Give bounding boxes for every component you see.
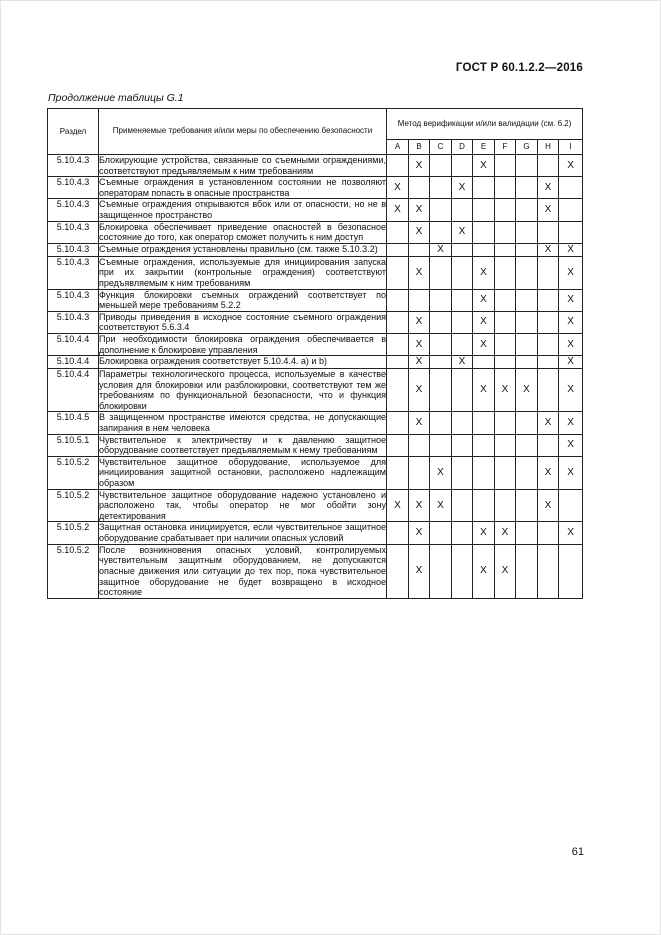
method-mark-cell [516, 489, 538, 522]
section-number: 5.10.4.3 [48, 177, 99, 199]
method-mark-cell: X [559, 522, 583, 544]
method-mark-cell [452, 333, 473, 355]
method-mark-cell [452, 256, 473, 289]
method-mark-cell [452, 434, 473, 456]
requirement-text: Съемные ограждения установлены правильно (см. также 5.10.3.2) [99, 243, 387, 256]
requirement-text: При необходимости блокировка ограждения обеспечивается в дополнение к блокировке управления [99, 333, 386, 355]
method-mark-cell [452, 155, 473, 177]
table-row [48, 199, 583, 221]
method-mark-cell [495, 155, 516, 177]
method-mark-cell: X [538, 489, 559, 522]
table-row [48, 243, 583, 256]
method-mark-cell [538, 544, 559, 598]
requirement-text: Съемные ограждения открываются вбок или от опасности, но не в защищенное пространство [99, 199, 386, 221]
method-mark-cell [516, 522, 538, 544]
requirement-text: Съемные ограждения, используемые для инициирования запуска при их закрытии (контрольные ограждения) соответствуют предъявляемым к ним требованиям [99, 256, 386, 288]
section-number: 5.10.5.2 [48, 489, 99, 522]
method-mark-cell [452, 311, 473, 333]
method-mark-cell [430, 155, 452, 177]
column-header-requirements: Применяемые требования и/или меры по обеспечению безопасности [99, 109, 387, 155]
method-mark-cell: X [473, 155, 495, 177]
method-mark-cell [495, 456, 516, 489]
method-mark-cell: X [559, 412, 583, 434]
standard-designation: ГОСТ Р 60.1.2.2—2016 [455, 62, 583, 74]
method-mark-cell [516, 177, 538, 199]
method-mark-cell: X [409, 333, 430, 355]
method-mark-cell: X [409, 199, 430, 221]
method-mark-cell [387, 256, 409, 289]
method-mark-cell: X [473, 256, 495, 289]
method-mark-cell [409, 177, 430, 199]
method-mark-cell [387, 243, 409, 256]
requirement-text: Чувствительное защитное оборудование надежно установлено и расположено так, чтобы оператор не мог обойти зону детектирования [99, 489, 386, 521]
method-mark-cell: X [473, 333, 495, 355]
page-number: 61 [571, 846, 584, 858]
method-mark-cell: X [430, 243, 452, 256]
method-mark-cell [516, 289, 538, 311]
requirement-text: После возникновения опасных условий, контролируемых чувствительным защитным оборудованием, не допускаются опасные движения или ситуации до тех пор, пока чувствительное защитное оборудование не будет возвращено в исходное состояние [99, 544, 386, 598]
method-column-header: F [495, 140, 516, 155]
method-mark-cell [538, 356, 559, 369]
method-mark-cell [538, 368, 559, 411]
method-mark-cell [516, 333, 538, 355]
method-mark-cell [495, 256, 516, 289]
table-row [48, 544, 583, 598]
method-mark-cell: X [559, 356, 583, 369]
method-mark-cell [452, 456, 473, 489]
requirement-text: Блокировка ограждения соответствует 5.10.4.4. а) и b) [99, 356, 387, 369]
method-mark-cell [495, 199, 516, 221]
section-number: 5.10.4.3 [48, 221, 99, 243]
method-column-header: C [430, 140, 452, 155]
method-mark-cell: X [538, 199, 559, 221]
method-mark-cell [516, 155, 538, 177]
method-mark-cell [387, 522, 409, 544]
table-row [48, 333, 583, 355]
method-column-header: H [538, 140, 559, 155]
method-mark-cell [559, 177, 583, 199]
method-mark-cell [538, 311, 559, 333]
method-mark-cell: X [559, 456, 583, 489]
method-mark-cell [516, 434, 538, 456]
method-mark-cell [516, 199, 538, 221]
section-number: 5.10.5.1 [48, 434, 99, 456]
method-mark-cell: X [473, 544, 495, 598]
method-mark-cell [387, 333, 409, 355]
table-row [48, 256, 583, 289]
method-mark-cell [516, 311, 538, 333]
method-mark-cell: X [495, 544, 516, 598]
requirement-text: Функция блокировки съемных ограждений соответствует по меньшей мере требованиям 5.2.2 [99, 289, 386, 311]
method-mark-cell [430, 522, 452, 544]
method-mark-cell [516, 544, 538, 598]
method-mark-cell [559, 489, 583, 522]
method-mark-cell [387, 456, 409, 489]
method-mark-cell [538, 256, 559, 289]
method-mark-cell [538, 522, 559, 544]
method-mark-cell [409, 434, 430, 456]
table-row [48, 412, 583, 434]
method-mark-cell [430, 333, 452, 355]
method-mark-cell [387, 412, 409, 434]
method-mark-cell [516, 356, 538, 369]
method-mark-cell [387, 155, 409, 177]
method-mark-cell [473, 199, 495, 221]
method-mark-cell [473, 356, 495, 369]
method-mark-cell: X [559, 155, 583, 177]
requirement-text: Параметры технологического процесса, используемые в качестве условия для блокировки или разблокировки, соответствуют тем же требованиям по функциональной безопасности, что и функция блокировки [99, 368, 386, 411]
method-mark-cell [516, 243, 538, 256]
method-mark-cell [473, 243, 495, 256]
method-column-header: A [387, 140, 409, 155]
method-mark-cell: X [559, 333, 583, 355]
method-mark-cell [387, 289, 409, 311]
column-header-section: Раздел [48, 109, 99, 155]
method-mark-cell [430, 544, 452, 598]
method-mark-cell: X [516, 368, 538, 411]
method-mark-cell [430, 356, 452, 369]
method-mark-cell [538, 155, 559, 177]
verification-table [47, 108, 583, 599]
method-mark-cell [430, 221, 452, 243]
requirement-text: Приводы приведения в исходное состояние съемного ограждения соответствуют 5.6.3.4 [99, 311, 386, 333]
method-mark-cell [559, 199, 583, 221]
method-mark-cell [495, 356, 516, 369]
method-mark-cell: X [409, 155, 430, 177]
method-mark-cell: X [559, 368, 583, 411]
method-mark-cell [495, 243, 516, 256]
method-mark-cell: X [409, 489, 430, 522]
method-mark-cell [538, 221, 559, 243]
method-mark-cell [452, 368, 473, 411]
method-mark-cell: X [387, 489, 409, 522]
column-header-method: Метод верификации и/или валидации (см. 6.2) [387, 109, 583, 140]
table-row [48, 522, 583, 544]
method-mark-cell [387, 368, 409, 411]
method-mark-cell [387, 221, 409, 243]
method-mark-cell [387, 544, 409, 598]
method-mark-cell [430, 199, 452, 221]
method-mark-cell [516, 221, 538, 243]
method-mark-cell [495, 412, 516, 434]
method-mark-cell: X [409, 544, 430, 598]
method-mark-cell: X [409, 356, 430, 369]
method-mark-cell [473, 489, 495, 522]
method-mark-cell: X [559, 311, 583, 333]
requirement-text: Съемные ограждения в установленном состоянии не позволяют операторам попасть в опасные пространства [99, 177, 386, 198]
section-number: 5.10.4.4 [48, 356, 99, 369]
method-mark-cell: X [538, 177, 559, 199]
method-mark-cell [495, 489, 516, 522]
method-mark-cell [430, 289, 452, 311]
method-mark-cell [452, 199, 473, 221]
method-mark-cell [559, 544, 583, 598]
method-mark-cell: X [559, 289, 583, 311]
method-mark-cell: X [538, 243, 559, 256]
method-mark-cell: X [559, 434, 583, 456]
table-caption: Продолжение таблицы G.1 [48, 92, 184, 104]
table-row [48, 311, 583, 333]
method-mark-cell [495, 289, 516, 311]
method-mark-cell [452, 489, 473, 522]
method-mark-cell: X [452, 221, 473, 243]
method-mark-cell [452, 522, 473, 544]
table-row [48, 368, 583, 411]
table-row [48, 177, 583, 199]
method-mark-cell [495, 434, 516, 456]
table-row [48, 221, 583, 243]
method-mark-cell: X [495, 522, 516, 544]
method-mark-cell: X [409, 368, 430, 411]
requirement-text: Защитная остановка инициируется, если чувствительное защитное оборудование срабатывает при наличии опасных условий [99, 522, 386, 544]
method-mark-cell [430, 412, 452, 434]
method-mark-cell [387, 356, 409, 369]
method-mark-cell [473, 456, 495, 489]
section-number: 5.10.5.2 [48, 522, 99, 544]
requirement-text: Чувствительное к электричеству и к давлению защитное оборудование соответствует предъявляемым к нему требованиям [99, 434, 386, 456]
requirement-text: В защищенном пространстве имеются средства, не допускающие запирания в нем человека [99, 412, 386, 433]
section-number: 5.10.4.3 [48, 289, 99, 311]
method-mark-cell [409, 456, 430, 489]
method-mark-cell: X [387, 199, 409, 221]
method-mark-cell [559, 221, 583, 243]
section-number: 5.10.4.3 [48, 243, 99, 256]
method-mark-cell [495, 177, 516, 199]
section-number: 5.10.5.2 [48, 456, 99, 489]
method-mark-cell [430, 368, 452, 411]
method-mark-cell [452, 544, 473, 598]
method-mark-cell [516, 412, 538, 434]
method-mark-cell: X [473, 522, 495, 544]
requirement-text: Блокирующие устройства, связанные со съемными ограждениями, соответствуют предъявляемым к ним требованиям [99, 155, 386, 176]
method-column-header: G [516, 140, 538, 155]
method-column-header: B [409, 140, 430, 155]
table-row [48, 434, 583, 456]
method-mark-cell [538, 333, 559, 355]
method-mark-cell [430, 311, 452, 333]
table-row [48, 489, 583, 522]
method-mark-cell [387, 434, 409, 456]
method-mark-cell: X [452, 177, 473, 199]
method-column-header: D [452, 140, 473, 155]
method-mark-cell: X [559, 243, 583, 256]
method-mark-cell [452, 289, 473, 311]
method-mark-cell [473, 412, 495, 434]
table-row [48, 356, 583, 369]
method-mark-cell: X [430, 456, 452, 489]
method-mark-cell [452, 412, 473, 434]
method-mark-cell [473, 434, 495, 456]
method-mark-cell: X [409, 522, 430, 544]
method-mark-cell: X [430, 489, 452, 522]
method-mark-cell [473, 177, 495, 199]
method-mark-cell: X [409, 256, 430, 289]
method-mark-cell [409, 289, 430, 311]
section-number: 5.10.5.2 [48, 544, 99, 598]
section-number: 5.10.4.3 [48, 311, 99, 333]
method-mark-cell [473, 221, 495, 243]
section-number: 5.10.4.3 [48, 256, 99, 289]
method-mark-cell: X [538, 412, 559, 434]
method-mark-cell [430, 434, 452, 456]
table-row [48, 289, 583, 311]
method-mark-cell: X [387, 177, 409, 199]
method-column-header: E [473, 140, 495, 155]
method-mark-cell: X [495, 368, 516, 411]
method-mark-cell [430, 177, 452, 199]
method-mark-cell [538, 289, 559, 311]
requirement-text: Чувствительное защитное оборудование, используемое для инициирования защитной остановки, расположено надлежащим образом [99, 456, 386, 489]
method-column-header: I [559, 140, 583, 155]
section-number: 5.10.4.5 [48, 412, 99, 434]
method-mark-cell [409, 243, 430, 256]
method-mark-cell: X [452, 356, 473, 369]
method-mark-cell [538, 434, 559, 456]
method-mark-cell [452, 243, 473, 256]
method-mark-cell: X [409, 221, 430, 243]
section-number: 5.10.4.4 [48, 333, 99, 355]
method-mark-cell [495, 221, 516, 243]
section-number: 5.10.4.3 [48, 199, 99, 221]
method-mark-cell [516, 256, 538, 289]
method-mark-cell [387, 311, 409, 333]
section-number: 5.10.4.4 [48, 368, 99, 411]
requirement-text: Блокировка обеспечивает приведение опасностей в безопасное состояние до того, как оператор сможет получить к ним доступ [99, 221, 386, 243]
method-mark-cell [495, 333, 516, 355]
table-row [48, 155, 583, 177]
method-mark-cell: X [473, 311, 495, 333]
method-mark-cell: X [409, 311, 430, 333]
table-row [48, 456, 583, 489]
method-mark-cell: X [473, 368, 495, 411]
method-mark-cell [495, 311, 516, 333]
method-mark-cell [430, 256, 452, 289]
method-mark-cell: X [409, 412, 430, 434]
method-mark-cell [516, 456, 538, 489]
method-mark-cell: X [559, 256, 583, 289]
method-mark-cell: X [538, 456, 559, 489]
method-mark-cell: X [473, 289, 495, 311]
section-number: 5.10.4.3 [48, 155, 99, 177]
